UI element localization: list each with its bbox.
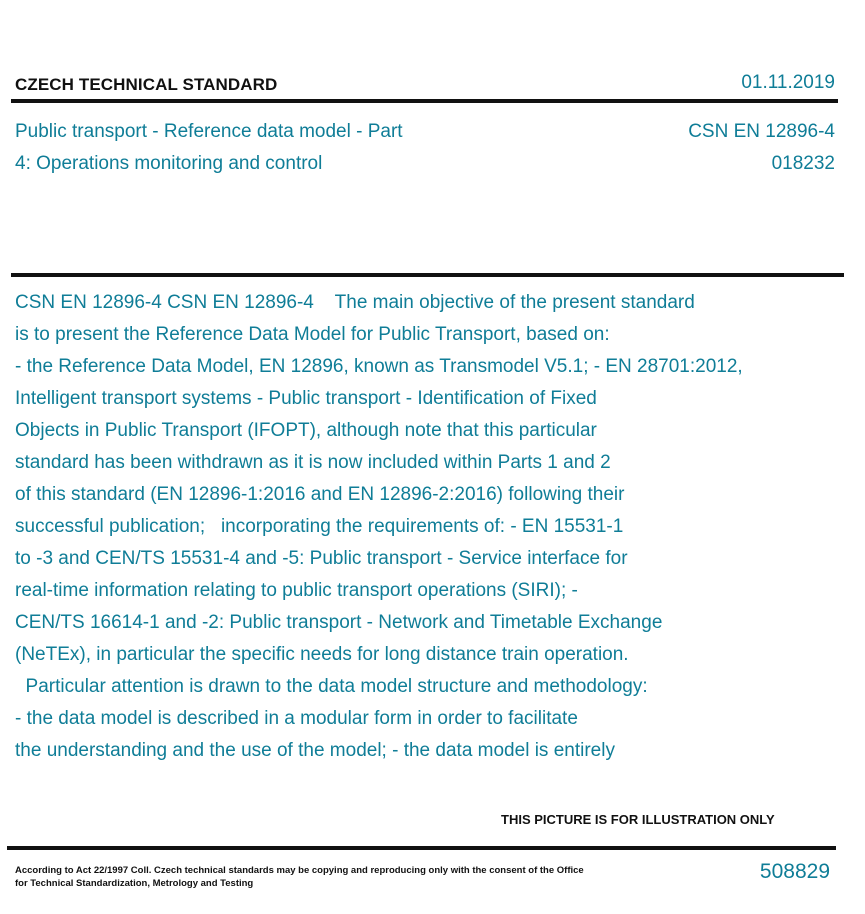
section-divider <box>11 273 844 277</box>
abstract-line: - the Reference Data Model, EN 12896, known as Transmodel V5.1; - EN 28701:2012, <box>15 356 743 377</box>
abstract-line: successful publication; incorporating the requirements of: - EN 15531-1 <box>15 516 624 537</box>
abstract-line: standard has been withdrawn as it is now included within Parts 1 and 2 <box>15 452 611 473</box>
legal-notice-line: for Technical Standardization, Metrology and Testing <box>15 878 254 889</box>
legal-notice-line: According to Act 22/1997 Coll. Czech technical standards may be copying and reproducing only with the consent of the Office <box>15 865 584 876</box>
abstract-line: of this standard (EN 12896-1:2016 and EN 12896-2:2016) following their <box>15 484 625 505</box>
standard-abstract <box>15 287 845 767</box>
document-number: 508829 <box>759 860 830 883</box>
abstract-line: Objects in Public Transport (IFOPT), although note that this particular <box>15 420 597 441</box>
abstract-line: Intelligent transport systems - Public transport - Identification of Fixed <box>15 388 597 409</box>
abstract-line: (NeTEx), in particular the specific needs for long distance train operation. <box>15 644 629 665</box>
legal-notice <box>15 864 605 890</box>
abstract-line: - the data model is described in a modular form in order to facilitate <box>15 708 578 729</box>
document-type-heading: CZECH TECHNICAL STANDARD <box>15 75 278 94</box>
abstract-line: real-time information relating to public transport operations (SIRI); - <box>15 580 578 601</box>
standard-title <box>15 116 495 180</box>
illustration-disclaimer: THIS PICTURE IS FOR ILLUSTRATION ONLY <box>501 812 775 827</box>
publication-date: 01.11.2019 <box>741 72 835 93</box>
header-divider <box>11 99 838 103</box>
catalog-number: 018232 <box>771 153 835 174</box>
standard-identifiers <box>688 116 835 180</box>
abstract-line: Particular attention is drawn to the data model structure and methodology: <box>15 676 648 697</box>
standard-title-line: Public transport - Reference data model - Part <box>15 121 403 142</box>
footer-divider <box>7 846 836 850</box>
abstract-line: CSN EN 12896-4 CSN EN 12896-4 The main objective of the present standard <box>15 292 695 313</box>
abstract-line: CEN/TS 16614-1 and -2: Public transport - Network and Timetable Exchange <box>15 612 663 633</box>
abstract-line: the understanding and the use of the model; - the data model is entirely <box>15 740 615 761</box>
standard-code: CSN EN 12896-4 <box>688 121 835 142</box>
abstract-line: to -3 and CEN/TS 15531-4 and -5: Public transport - Service interface for <box>15 548 628 569</box>
abstract-line: is to present the Reference Data Model for Public Transport, based on: <box>15 324 610 345</box>
standard-title-line: 4: Operations monitoring and control <box>15 153 323 174</box>
